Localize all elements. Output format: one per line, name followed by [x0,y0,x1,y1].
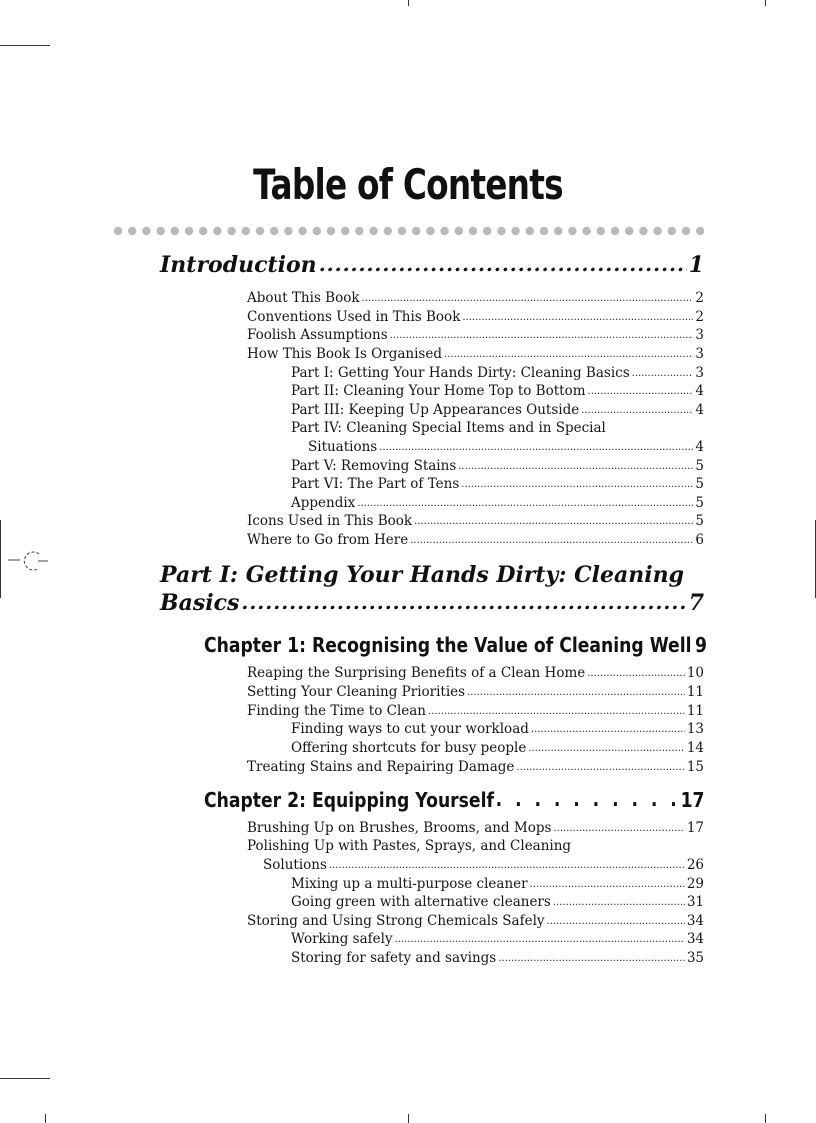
toc-subentry[interactable] [291,476,704,492]
divider-dot [270,227,278,235]
divider-dot [128,227,136,235]
dot-leader [390,330,694,341]
registration-mark-icon [6,547,50,575]
entry-title: Appendix [291,495,356,511]
page-number: 3 [695,327,704,343]
divider-dot [639,227,647,235]
divider-dot [171,227,179,235]
toc-entry[interactable] [247,327,704,343]
toc-entry[interactable] [247,290,704,306]
entry-title: Solutions [263,857,327,873]
divider-dot [142,227,150,235]
divider-dot [597,227,605,235]
part-title: Basics [160,590,240,616]
divider-dot [554,227,562,235]
crop-mark-bottom-center [408,1114,409,1123]
chapter-title: Chapter 1: Recognising the Value of Cleaning Well [204,633,692,657]
crop-mark-top-right [765,0,766,6]
entry-title: Situations [308,439,378,455]
dot-leader [531,724,685,735]
entry-title: Part V: Removing Stains [291,458,457,474]
dot-leader [528,743,684,754]
dot-leader [458,461,693,472]
toc-subentry[interactable] [291,950,704,966]
page-number: 3 [695,346,704,362]
chapter-title: Chapter 2: Equipping Yourself [204,788,494,812]
divider-dot [327,227,335,235]
divider-dot [313,227,321,235]
toc-entry[interactable] [247,703,704,719]
toc-subentry[interactable] [291,931,704,947]
dot-leader [362,293,694,304]
divider-dot [483,227,491,235]
entry-title: Mixing up a multi-purpose cleaner [291,876,528,892]
divider-dot [355,227,363,235]
divider-dot [511,227,519,235]
page-number: 9 [694,633,707,657]
dot-leader [553,897,685,908]
page-number: 34 [686,913,704,929]
entry-title: Part II: Cleaning Your Home Top to Bottom [291,383,586,399]
page-number: 35 [686,950,704,966]
divider-dot [185,227,193,235]
dot-leader [410,535,693,546]
entry-title: Brushing Up on Brushes, Brooms, and Mops [247,820,552,836]
divider-dot [696,227,704,235]
divider-dot [582,227,590,235]
divider-dot [384,227,392,235]
page-number: 10 [686,665,704,681]
toc-entry[interactable] [247,820,704,836]
page-number: 2 [695,309,704,325]
toc-entry[interactable] [247,665,704,681]
entry-title: Finding the Time to Clean [247,703,426,719]
dot-leader [444,349,693,360]
entry-title: Setting Your Cleaning Priorities [247,684,466,700]
toc-entry[interactable] [247,309,704,325]
page-number: 5 [695,513,704,529]
dot-leader [428,706,685,717]
toc-part-1[interactable] [160,590,704,616]
toc-subentry[interactable] [291,721,704,737]
entry-title: Offering shortcuts for busy people [291,740,527,756]
toc-chapter-2[interactable] [204,788,705,812]
dot-leader [319,251,687,277]
toc-subentry[interactable] [291,458,704,474]
entry-title: How This Book Is Organised [247,346,442,362]
entry-title: Part VI: The Part of Tens [291,476,460,492]
divider-dot [298,227,306,235]
toc-subentry[interactable] [291,383,704,399]
dot-leader [530,879,685,890]
divider-dot [114,227,122,235]
dot-rule-divider [112,224,704,238]
divider-dot [341,227,349,235]
entry-title: Storing and Using Strong Chemicals Safely [247,913,545,929]
entry-title: Working safely [291,931,393,947]
dot-leader [632,368,694,379]
page-number: 11 [686,703,704,719]
entry-title: About This Book [247,290,360,306]
toc-subentry-line1[interactable]: Part IV: Cleaning Special Items and in Special [291,420,606,436]
divider-dot [156,227,164,235]
divider-dot [440,227,448,235]
entry-title: Conventions Used in This Book [247,309,461,325]
page-number: 2 [695,290,704,306]
toc-entry[interactable] [247,346,704,362]
divider-dot [625,227,633,235]
crop-mark-top-center [408,0,409,6]
divider-dot [199,227,207,235]
page-number: 31 [686,894,704,910]
dot-leader [329,860,685,871]
toc-entry[interactable] [247,513,704,529]
page-title: Table of Contents [253,160,563,209]
divider-dot [398,227,406,235]
divider-dot [284,227,292,235]
toc-subentry[interactable] [291,402,704,418]
crop-mark-bottom-left-tick [45,1114,46,1123]
entry-title: Treating Stains and Repairing Damage [247,759,515,775]
divider-dot [455,227,463,235]
page-number: 4 [695,383,704,399]
dot-leader [496,787,679,811]
divider-dot [469,227,477,235]
page-number: 5 [695,495,704,511]
divider-dot [412,227,420,235]
toc-entry[interactable] [247,759,704,775]
toc-subentry[interactable] [291,365,704,381]
entry-title: Part I: Getting Your Hands Dirty: Cleaning Basics [291,365,630,381]
crop-mark-bottom-left [0,1078,50,1079]
toc-chapter-1[interactable] [204,633,705,657]
toc-subentry[interactable] [291,876,704,892]
divider-dot [426,227,434,235]
dot-leader [395,934,685,945]
dot-leader [461,479,693,490]
dot-leader [357,498,693,509]
page-number: 13 [686,721,704,737]
crop-mark-bottom-right-tick [765,1114,766,1123]
dot-leader [414,516,693,527]
dot-leader [467,687,685,698]
page-number: 6 [695,532,704,548]
divider-dot [682,227,690,235]
entry-title: Icons Used in This Book [247,513,413,529]
page-number: 4 [695,402,704,418]
toc-subentry[interactable] [291,740,704,756]
divider-dot [540,227,548,235]
toc-subentry[interactable] [308,439,704,455]
divider-dot [653,227,661,235]
toc-subentry[interactable] [291,495,704,511]
toc-entry-line1[interactable]: Polishing Up with Pastes, Sprays, and Cleaning [247,838,572,854]
entry-title: Foolish Assumptions [247,327,388,343]
divider-dot [611,227,619,235]
divider-dot [526,227,534,235]
page-number: 5 [695,458,704,474]
page-number: 4 [695,439,704,455]
page-number: 5 [695,476,704,492]
page-number: 15 [686,759,704,775]
page-number: 7 [688,590,704,616]
page-number: 29 [686,876,704,892]
entry-title: Reaping the Surprising Benefits of a Clean Home [247,665,586,681]
divider-dot [369,227,377,235]
toc-entry[interactable] [247,532,704,548]
entry-title: Part III: Keeping Up Appearances Outside [291,402,580,418]
entry-title: Where to Go from Here [247,532,409,548]
dot-leader [581,405,693,416]
toc-subentry[interactable] [291,894,704,910]
divider-dot [568,227,576,235]
page-number: 17 [680,788,705,812]
dot-leader [516,762,684,773]
entry-title: Finding ways to cut your workload [291,721,529,737]
divider-dot [242,227,250,235]
part-title: Introduction [160,252,317,278]
crop-mark-left-edge [0,520,1,598]
crop-mark-top-left [0,45,50,46]
part-title-line1[interactable]: Part I: Getting Your Hands Dirty: Cleaning [160,562,684,588]
divider-dot [213,227,221,235]
dot-leader [588,386,694,397]
toc-part-introduction[interactable] [160,252,704,278]
page-number: 14 [686,740,704,756]
dot-leader [498,953,685,964]
page-number: 34 [686,931,704,947]
page-number: 17 [686,820,704,836]
toc-entry[interactable] [263,857,704,873]
page-number: 3 [695,365,704,381]
dot-leader [241,589,686,615]
dot-leader [462,312,693,323]
toc-entry[interactable] [247,684,704,700]
page-number: 11 [686,684,704,700]
dot-leader [553,823,684,834]
entry-title: Storing for safety and savings [291,950,497,966]
divider-dot [497,227,505,235]
dot-leader [379,442,693,453]
divider-dot [668,227,676,235]
dot-leader [587,668,685,679]
divider-dot [256,227,264,235]
entry-title: Going green with alternative cleaners [291,894,551,910]
divider-dot [227,227,235,235]
page-number: 26 [686,857,704,873]
page-number: 1 [688,252,704,278]
toc-entry[interactable] [247,913,704,929]
dot-leader [547,916,685,927]
